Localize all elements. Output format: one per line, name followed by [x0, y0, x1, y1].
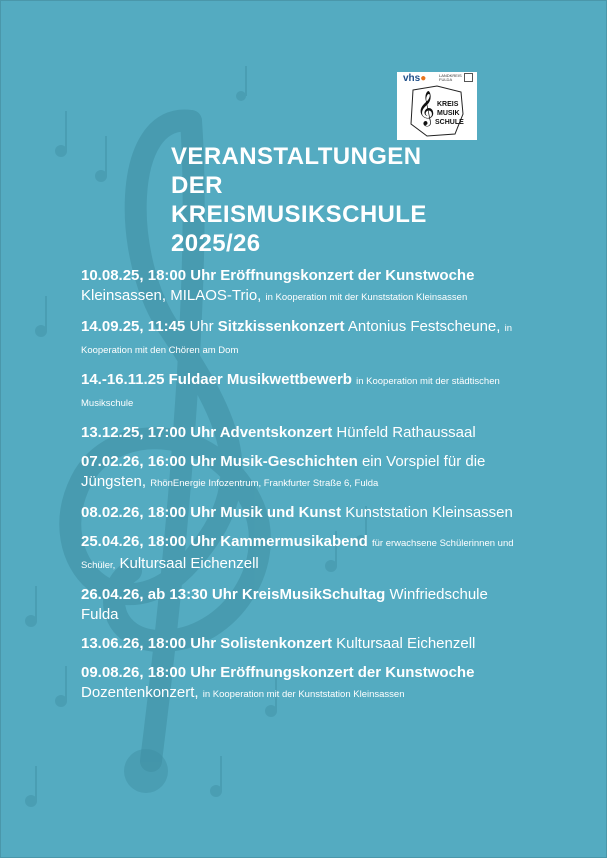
- crest-icon: [464, 73, 473, 82]
- vhs-logo-text: vhs: [403, 73, 421, 84]
- event-note: RhönEnergie Infozentrum, Frankfurter Straße 6, Fulda: [150, 478, 379, 489]
- event-date-title: 25.04.26, 18:00 Uhr Kammermusikabend: [81, 533, 368, 550]
- event-note: in Kooperation mit der Kunststation Kleinsassen: [202, 689, 405, 700]
- event-date-title: 09.08.26, 18:00 Uhr Eröffnungskonzert der Kunstwoche: [81, 664, 475, 681]
- event-location: Hünfeld Rathaussaal: [336, 424, 476, 441]
- event-date-title: 14.09.25, 11:45: [81, 318, 186, 335]
- event-note: in Kooperation mit der städtischen Musikschule: [81, 376, 500, 409]
- title-line-4: 2025/26: [171, 230, 261, 257]
- event-item: [81, 585, 526, 625]
- logo-badge: [397, 72, 477, 140]
- event-description: ein Vorspiel für die Jüngsten,: [81, 453, 486, 490]
- event-location: Kultursaal Eichenzell: [119, 555, 259, 572]
- emblem-line-3: SCHULE: [435, 119, 464, 126]
- event-location: Kunststation Kleinsassen: [345, 504, 513, 521]
- event-item: [81, 317, 526, 361]
- title-line-2: DER: [171, 172, 223, 199]
- event-title: Sitzkissenkonzert: [217, 318, 345, 335]
- event-item: [81, 663, 526, 705]
- landkreis-label: LANDKREIS FULDA: [439, 73, 462, 82]
- event-date-title: 10.08.25, 18:00 Uhr Eröffnungskonzert der Kunstwoche: [81, 267, 475, 284]
- event-date-title: 13.12.25, 17:00 Uhr Adventskonzert: [81, 424, 333, 441]
- svg-text:𝄞: 𝄞: [417, 91, 435, 126]
- event-note: für erwachsene Schülerinnen und Schüler,: [81, 538, 514, 571]
- event-item: [81, 423, 526, 443]
- event-date-title: 07.02.26, 16:00 Uhr Musik-Geschichten: [81, 453, 358, 470]
- page-title: [171, 142, 427, 258]
- event-item: [81, 634, 526, 654]
- event-location: Antonius Festscheune,: [347, 318, 501, 335]
- event-item: [81, 452, 526, 494]
- event-date-title: 13.06.26, 18:00 Uhr Solistenkonzert: [81, 635, 332, 652]
- event-item: [81, 370, 526, 414]
- event-location: Dozentenkonzert,: [81, 684, 199, 701]
- title-line-1: VERANSTALTUNGEN: [171, 143, 422, 170]
- emblem-line-2: MUSIK: [437, 110, 460, 117]
- kreismusikschule-emblem: [407, 84, 467, 138]
- event-note: in Kooperation mit den Chören am Dom: [81, 323, 513, 356]
- event-date-title: 08.02.26, 18:00 Uhr Musik und Kunst: [81, 504, 342, 521]
- event-item: [81, 532, 526, 576]
- event-location: Kleinsassen, MILAOS-Trio,: [81, 287, 262, 304]
- event-date-title: 26.04.26, ab 13:30 Uhr KreisMusikSchultag: [81, 586, 386, 603]
- event-date-title: 14.-16.11.25 Fuldaer Musikwettbewerb: [81, 371, 352, 388]
- emblem-line-1: KREIS: [437, 101, 459, 108]
- title-line-3: KREISMUSIKSCHULE: [171, 201, 427, 228]
- event-list: [81, 266, 526, 714]
- event-item: [81, 503, 526, 523]
- event-item: [81, 266, 526, 308]
- event-location: Kultursaal Eichenzell: [336, 635, 476, 652]
- event-time-unit: Uhr: [189, 318, 214, 335]
- vhs-logo: vhs●: [403, 73, 427, 84]
- event-location: Winfriedschule Fulda: [81, 586, 488, 623]
- event-note: in Kooperation mit der Kunststation Kleinsassen: [265, 292, 468, 303]
